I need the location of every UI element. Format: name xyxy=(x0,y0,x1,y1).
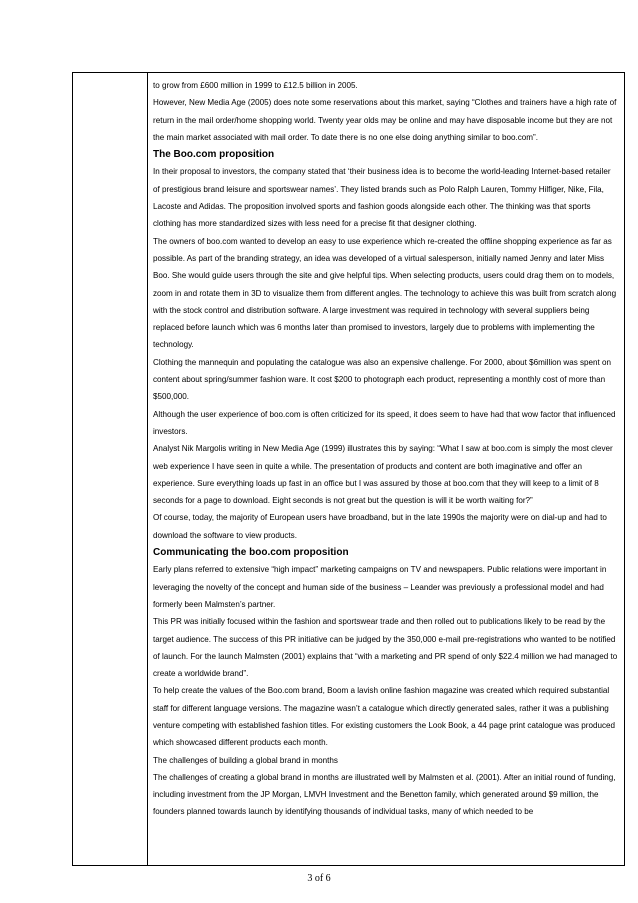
body-paragraph: Early plans referred to extensive “high impact” marketing campaigns on TV and newspapers. Public relations were important in leveraging the novelty of the concept and human side of the business – Leander was previously a professional model and had formerly been Malmsten’s partner. xyxy=(153,565,607,609)
body-paragraph: Analyst Nik Margolis writing in New Media Age (1999) illustrates this by saying: “What I saw at boo.com is simply the most clever web experience I have seen in quite a while. The presentation of products and content are both imaginative and offer an experience. Sure everything loads up fast in an office but I was assured by those at boo.com that they will keep to a limit of 8 seconds for a page to download. Eight seconds is not great but the question is will it be worth waiting for?” xyxy=(153,444,613,506)
page-number: 3 of 6 xyxy=(307,873,331,884)
body-paragraph: Although the user experience of boo.com is often criticized for its speed, it does seem to have had that wow factor that influenced investors. xyxy=(153,409,616,436)
body-paragraph: The challenges of creating a global brand in months are illustrated well by Malmsten et al. (2001). After an initial round of funding, including investment from the JP Morgan, LMVH Investment and the Benetton family, which generated around $9 million, the founders planned towards launch by identifying thousands of individual tasks, many of which needed to be xyxy=(153,772,616,817)
body-paragraph: In their proposal to investors, the company stated that ‘their business idea is to become the world-leading Internet-based retailer of prestigious brand leisure and sportswear names’. They listed brands such as Polo Ralph Lauren, Tommy Hilfiger, Nike, Fila, Lacoste and Adidas. The proposition involved sports and fashion goods alongside each other. The thinking was that sports clothing has more standardized sizes with less need for a precise fit that designer clothing. xyxy=(153,167,611,229)
section-heading: Communicating the boo.com proposition xyxy=(153,547,349,559)
document-body xyxy=(153,77,618,821)
body-paragraph: However, New Media Age (2005) does note some reservations about this market, saying “Clothes and trainers have a high rate of return in the mail order/home shopping world. Twenty year olds may be online and may have disposable income but they are not the main market associated with mail order. To date there is no one else doing anything similar to boo.com”. xyxy=(153,98,617,142)
body-paragraph: This PR was initially focused within the fashion and sportswear trade and then rolled out to publications likely to be read by the target audience. The success of this PR initiative can be judged by the 350,000 e-mail pre-registrations who wanted to be notified of launch. For the launch Malmsten (2001) explains that “with a marketing and PR spend of only $22.4 million we had managed to create a worldwide brand”. xyxy=(153,617,618,679)
body-paragraph: to grow from £600 million in 1999 to £12.5 billion in 2005. xyxy=(153,81,358,90)
body-paragraph: The owners of boo.com wanted to develop an easy to use experience which re-created the offline shopping experience as far as possible. As part of the branding strategy, an idea was developed of a virtual salesperson, initially named Jenny and later Miss Boo. She would guide users through the site and give helpful tips. When selecting products, users could drag them on to models, zoom in and rotate them in 3D to visualize them from different angles. The technology to achieve this was built from scratch along with the stock control and distribution software. A large investment was required in technology with several suppliers being replaced before launch which was 6 months later than promised to investors, largely due to problems with implementing the technology. xyxy=(153,236,617,350)
body-paragraph: To help create the values of the Boo.com brand, Boom a lavish online fashion magazine was created which required substantial staff for different language versions. The magazine wasn’t a catalogue which directly generated sales, rather it was a publishing venture competing with established fashion titles. For existing customers the Look Book, a 44 page print catalogue was produced which showcased different products each month. xyxy=(153,686,616,748)
body-paragraph: Clothing the mannequin and populating the catalogue was also an expensive challenge. For 2000, about $6million was spent on content about spring/summer fashion ware. It cost $200 to photograph each product, representing a monthly cost of more than $500,000. xyxy=(153,357,612,402)
left-margin-column xyxy=(73,73,148,865)
body-paragraph: The challenges of building a global brand in months xyxy=(153,755,338,765)
document-table xyxy=(72,72,625,866)
body-paragraph: Of course, today, the majority of European users have broadband, but in the late 1990s the majority were on dial-up and had to download the software to view products. xyxy=(153,513,607,540)
section-heading: The Boo.com proposition xyxy=(153,149,275,161)
